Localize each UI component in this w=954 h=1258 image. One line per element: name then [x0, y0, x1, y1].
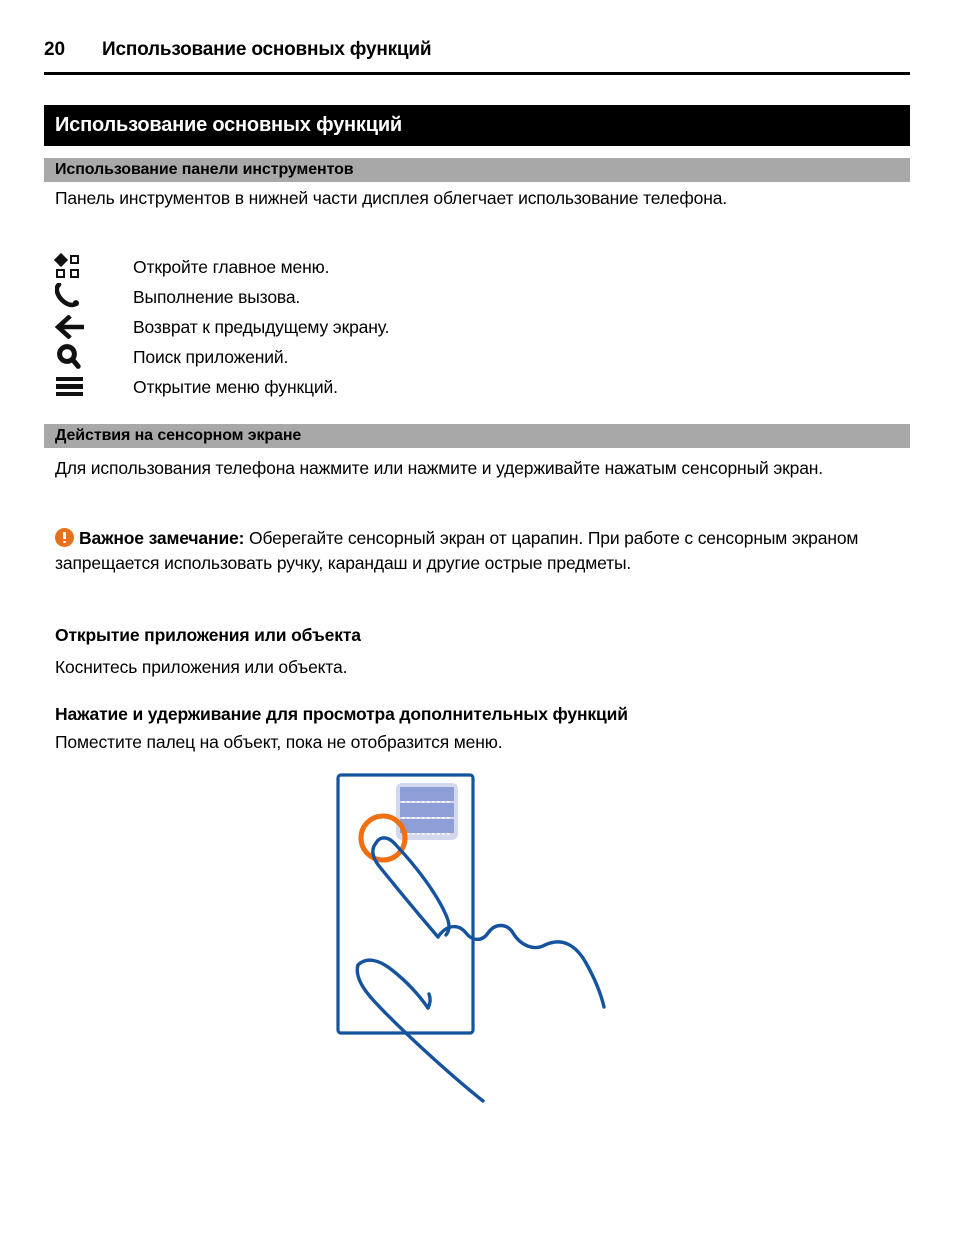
section-heading-toolbar [44, 158, 910, 182]
toolbar-item-label: Поиск приложений. [133, 346, 289, 367]
back-arrow-icon-glyph [55, 315, 85, 344]
list-item [55, 252, 615, 282]
subheading-open-item: Открытие приложения или объекта [55, 625, 361, 645]
back-arrow-icon [55, 312, 133, 342]
subheading-hold-item: Нажатие и удерживание для просмотра дополнительных функций [55, 704, 628, 724]
hold-item-paragraph: Поместите палец на объект, пока не отобразится меню. [55, 732, 503, 752]
grid-menu-icon [55, 252, 133, 282]
toolbar-item-label: Откройте главное меню. [133, 256, 330, 277]
toolbar-item-label: Выполнение вызова. [133, 286, 301, 307]
hamburger-menu-icon [55, 372, 133, 402]
page-number: 20 [44, 39, 65, 60]
hamburger-menu-icon-glyph [56, 377, 83, 397]
open-item-paragraph: Коснитесь приложения или объекта. [55, 657, 348, 677]
chapter-title: Использование основных функций [55, 114, 403, 136]
list-item [55, 312, 615, 342]
toolbar-icon-list [55, 252, 615, 402]
touch-and-hold-illustration [318, 765, 638, 1145]
warning-circle-icon [55, 528, 74, 547]
important-note-text: Оберегайте сенсорный экран от царапин. При работе с сенсорным экраном запрещается использовать ручку, карандаш и другие острые предметы. [55, 528, 859, 573]
section-heading-touch-label: Действия на сенсорном экране [55, 427, 302, 444]
touch-intro-paragraph: Для использования телефона нажмите или нажмите и удерживайте нажатым сенсорный экран. [55, 458, 824, 478]
hand-finger-line-art [357, 838, 604, 1101]
running-header [44, 38, 910, 75]
section-heading-toolbar-label: Использование панели инструментов [55, 161, 354, 178]
important-note [55, 526, 903, 576]
list-item [55, 282, 615, 312]
header-title: Использование основных функций [102, 39, 432, 60]
toolbar-intro-paragraph: Панель инструментов в нижней части дисплея облегчает использование телефона. [55, 188, 728, 208]
toolbar-item-label: Открытие меню функций. [133, 376, 338, 397]
list-item [55, 342, 615, 372]
phone-handset-icon [55, 282, 133, 312]
section-heading-touch [44, 424, 910, 448]
list-item [55, 372, 615, 402]
important-note-label: Важное замечание: [79, 528, 245, 548]
chapter-title-bar [44, 105, 910, 146]
grid-menu-icon-glyph [55, 254, 82, 280]
search-icon [55, 342, 133, 372]
toolbar-item-label: Возврат к предыдущему экрану. [133, 316, 390, 337]
